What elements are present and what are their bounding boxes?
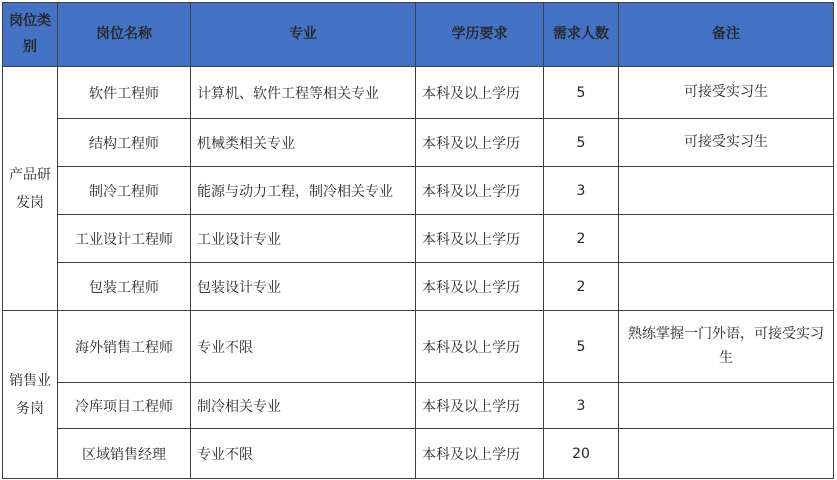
job-positions-table: [2, 2, 834, 479]
cell-remark: [619, 215, 834, 263]
cell-position-name: 冷库项目工程师: [58, 383, 191, 429]
cell-education: 本科及以上学历: [416, 263, 544, 311]
category-cell: 产品研发岗: [3, 67, 58, 311]
cell-education: 本科及以上学历: [416, 67, 544, 119]
cell-major: 包装设计专业: [191, 263, 416, 311]
cell-education: 本科及以上学历: [416, 167, 544, 215]
cell-position-name: 软件工程师: [58, 67, 191, 119]
cell-position-name: 工业设计工程师: [58, 215, 191, 263]
cell-count: 3: [544, 167, 619, 215]
cell-remark: 可接受实习生: [619, 119, 834, 167]
table-row: [3, 429, 834, 479]
cell-major: 专业不限: [191, 311, 416, 383]
cell-position-name: 包装工程师: [58, 263, 191, 311]
header-cell-count: 需求人数: [544, 3, 619, 67]
table-row: [3, 263, 834, 311]
table-header: [3, 3, 834, 67]
cell-education: 本科及以上学历: [416, 383, 544, 429]
header-cell-education: 学历要求: [416, 3, 544, 67]
table-row: [3, 311, 834, 383]
cell-education: 本科及以上学历: [416, 311, 544, 383]
cell-remark: [619, 263, 834, 311]
header-cell-name: 岗位名称: [58, 3, 191, 67]
cell-remark: [619, 167, 834, 215]
cell-count: 5: [544, 311, 619, 383]
cell-major: 能源与动力工程，制冷相关专业: [191, 167, 416, 215]
cell-remark: [619, 429, 834, 479]
cell-education: 本科及以上学历: [416, 429, 544, 479]
table-row: [3, 67, 834, 119]
header-row: [3, 3, 834, 67]
cell-count: 5: [544, 119, 619, 167]
cell-count: 2: [544, 215, 619, 263]
cell-major: 机械类相关专业: [191, 119, 416, 167]
cell-position-name: 制冷工程师: [58, 167, 191, 215]
cell-education: 本科及以上学历: [416, 215, 544, 263]
table-row: [3, 119, 834, 167]
header-cell-remark: 备注: [619, 3, 834, 67]
cell-count: 2: [544, 263, 619, 311]
category-cell: 销售业务岗: [3, 311, 58, 479]
header-cell-category: 岗位类别: [3, 3, 58, 67]
table-row: [3, 215, 834, 263]
table-body: [3, 67, 834, 479]
cell-position-name: 区域销售经理: [58, 429, 191, 479]
cell-major: 工业设计专业: [191, 215, 416, 263]
cell-remark: 可接受实习生: [619, 67, 834, 119]
cell-count: 3: [544, 383, 619, 429]
cell-major: 计算机、软件工程等相关专业: [191, 67, 416, 119]
table-row: [3, 383, 834, 429]
cell-count: 20: [544, 429, 619, 479]
header-cell-major: 专业: [191, 3, 416, 67]
cell-remark: [619, 383, 834, 429]
table-row: [3, 167, 834, 215]
cell-education: 本科及以上学历: [416, 119, 544, 167]
cell-major: 制冷相关专业: [191, 383, 416, 429]
cell-major: 专业不限: [191, 429, 416, 479]
cell-position-name: 结构工程师: [58, 119, 191, 167]
cell-count: 5: [544, 67, 619, 119]
cell-position-name: 海外销售工程师: [58, 311, 191, 383]
cell-remark: 熟练掌握一门外语，可接受实习生: [619, 311, 834, 383]
